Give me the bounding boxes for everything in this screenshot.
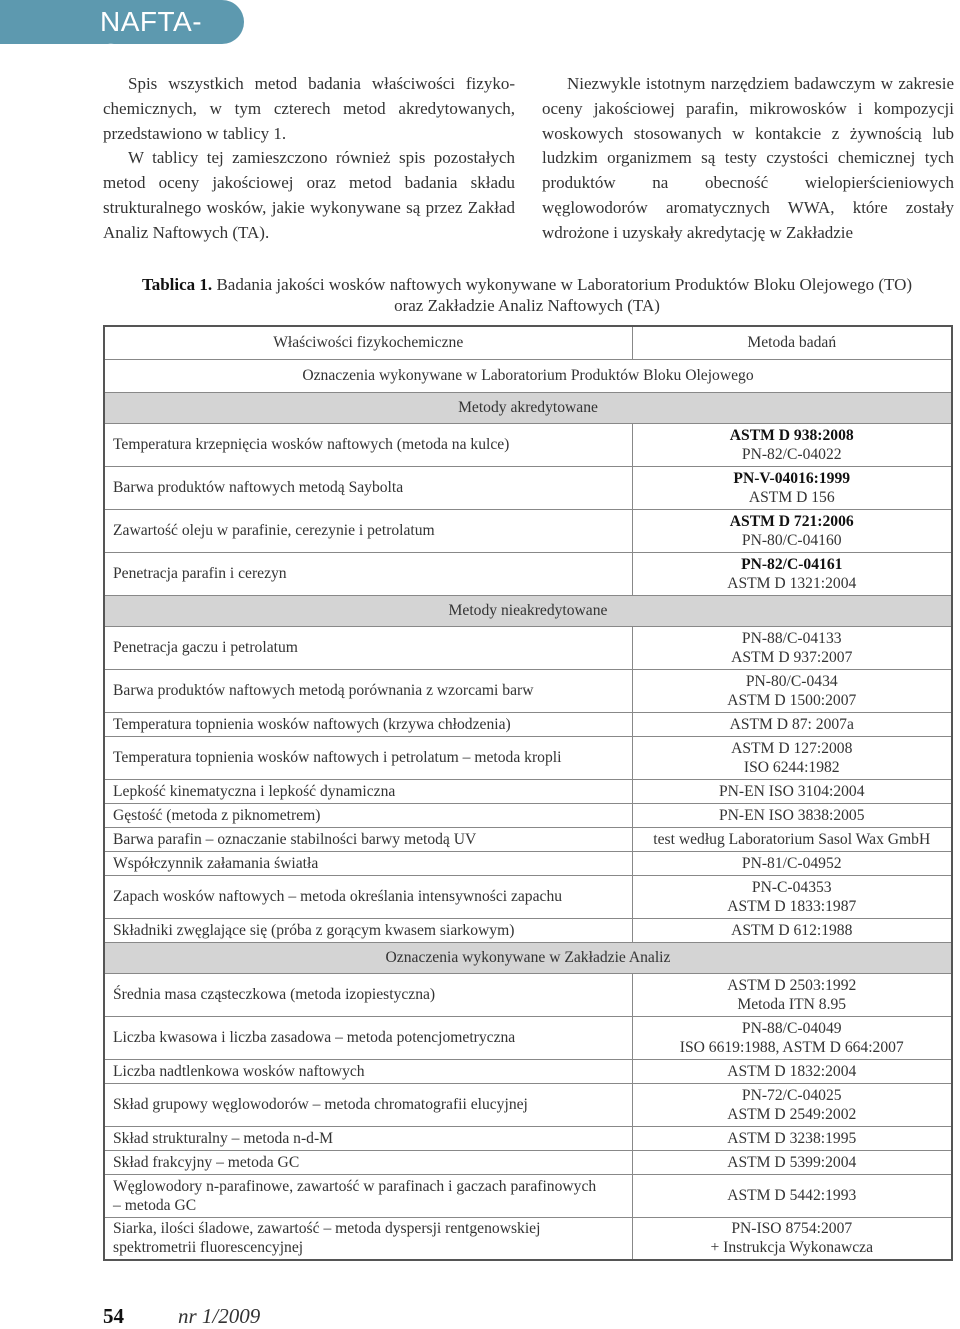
table-row: Siarka, ilości śladowe, zawartość – metoda dyspersji rentgenowskiej spektrometrii fluorescencyjnej PN-ISO 8754:2007 + Instrukcja Wykonawcza — [104, 1217, 952, 1260]
caption-line-2: oraz Zakładzie Analiz Naftowych (TA) — [394, 296, 660, 315]
table-row: Lepkość kinematyczna i lepkość dynamiczna PN-EN ISO 3104:2004 — [104, 779, 952, 803]
table-row: Barwa produktów naftowych metodą Saybolta PN-V-04016:1999 ASTM D 156 — [104, 466, 952, 509]
section-lab-to: Oznaczenia wykonywane w Laboratorium Produktów Bloku Olejowego — [104, 359, 952, 392]
table-row: Temperatura topnienia wosków naftowych i petrolatum – metoda kropli ASTM D 127:2008 ISO 6244:1982 — [104, 736, 952, 779]
table-row: Liczba nadtlenkowa wosków naftowych ASTM D 1832:2004 — [104, 1059, 952, 1083]
paragraph: Niezwykle istotnym narzędziem badawczym w zakresie oceny jakościowej parafin, mikrowosków i kompozycji woskowych stosowanych w kontakcie z żywnością lub ludzkim organizmem są testy czystości chemicznej tych produktów na obecność wielopierścieniowych węglowodorów aromatycznych WWA, które zostały wdrożone i uzyskały akredytację w Zakładzie — [542, 74, 954, 242]
table-row: Współczynnik załamania światła PN-81/C-04952 — [104, 851, 952, 875]
header-properties: Właściwości fizykochemiczne — [104, 326, 632, 359]
right-column-text — [542, 72, 954, 246]
table-row: Barwa produktów naftowych metodą porównania z wzorcami barw PN-80/C-0434 ASTM D 1500:2007 — [104, 669, 952, 712]
table-row: Penetracja gaczu i petrolatum PN-88/C-04133 ASTM D 937:2007 — [104, 626, 952, 669]
table-row: Składniki zwęglające się (próba z gorącym kwasem siarkowym) ASTM D 612:1988 — [104, 918, 952, 942]
table-row: Penetracja parafin i cerezyn PN-82/C-04161 ASTM D 1321:2004 — [104, 552, 952, 595]
table-row: Skład frakcyjny – metoda GC ASTM D 5399:2004 — [104, 1150, 952, 1174]
paragraph: W tablicy tej zamieszczono również spis pozostałych metod oceny jakościowej oraz metod badania składu strukturalnego wosków, jakie wykonywane są przez Zakład Analiz Naftowych (TA). — [103, 148, 515, 242]
page-number: 54 — [103, 1304, 124, 1328]
table-row: Skład strukturalny – metoda n-d-M ASTM D 3238:1995 — [104, 1126, 952, 1150]
table-row: Liczba kwasowa i liczba zasadowa – metoda potencjometryczna PN-88/C-04049 ISO 6619:1988, ASTM D 664:2007 — [104, 1016, 952, 1059]
table-row: Gęstość (metoda z piknometrem) PN-EN ISO 3838:2005 — [104, 803, 952, 827]
table-row: Zapach wosków naftowych – metoda określania intensywności zapachu PN-C-04353 ASTM D 1833:1987 — [104, 875, 952, 918]
table-label: Tablica 1. — [141, 275, 213, 294]
table-caption — [103, 274, 951, 316]
table-row: Zawartość oleju w parafinie, cerezynie i petrolatum ASTM D 721:2006 PN-80/C-04160 — [104, 509, 952, 552]
section-accredited: Metody akredytowane — [104, 392, 952, 423]
section-lab-ta: Oznaczenia wykonywane w Zakładzie Analiz — [104, 942, 952, 973]
methods-table — [103, 325, 953, 1261]
table-row: Temperatura topnienia wosków naftowych (krzywa chłodzenia) ASTM D 87: 2007a — [104, 712, 952, 736]
caption-line-1: Badania jakości wosków naftowych wykonywane w Laboratorium Produktów Bloku Olejowego (TO) — [216, 275, 913, 294]
section-nonaccredited: Metody nieakredytowane — [104, 595, 952, 626]
table-row: Średnia masa cząsteczkowa (metoda izopiestyczna) ASTM D 2503:1992 Metoda ITN 8.95 — [104, 973, 952, 1016]
journal-header-tab — [0, 0, 244, 69]
table-row: Barwa parafin – oznaczanie stabilności barwy metodą UV test według Laboratorium Sasol Wax GmbH — [104, 827, 952, 851]
header-method: Metoda badań — [632, 326, 952, 359]
table-row: Skład grupowy węglowodorów – metoda chromatografii elucyjnej PN-72/C-04025 ASTM D 2549:2002 — [104, 1083, 952, 1126]
left-column-text — [103, 72, 515, 246]
paragraph: Spis wszystkich metod badania właściwości fizykochemicznych, w tym czterech metod akredytowanych, przedstawiono w tablicy 1. — [103, 74, 515, 143]
table-row: Temperatura krzepnięcia wosków naftowych (metoda na kulce) ASTM D 938:2008 PN-82/C-04022 — [104, 423, 952, 466]
table-header-row — [104, 326, 952, 359]
journal-title: NAFTA-GAZ — [100, 6, 203, 69]
issue-label: nr 1/2009 — [178, 1304, 261, 1328]
table-row: Węglowodory n-parafinowe, zawartość w parafinach i gaczach parafinowych – metoda GC ASTM D 5442:1993 — [104, 1174, 952, 1217]
